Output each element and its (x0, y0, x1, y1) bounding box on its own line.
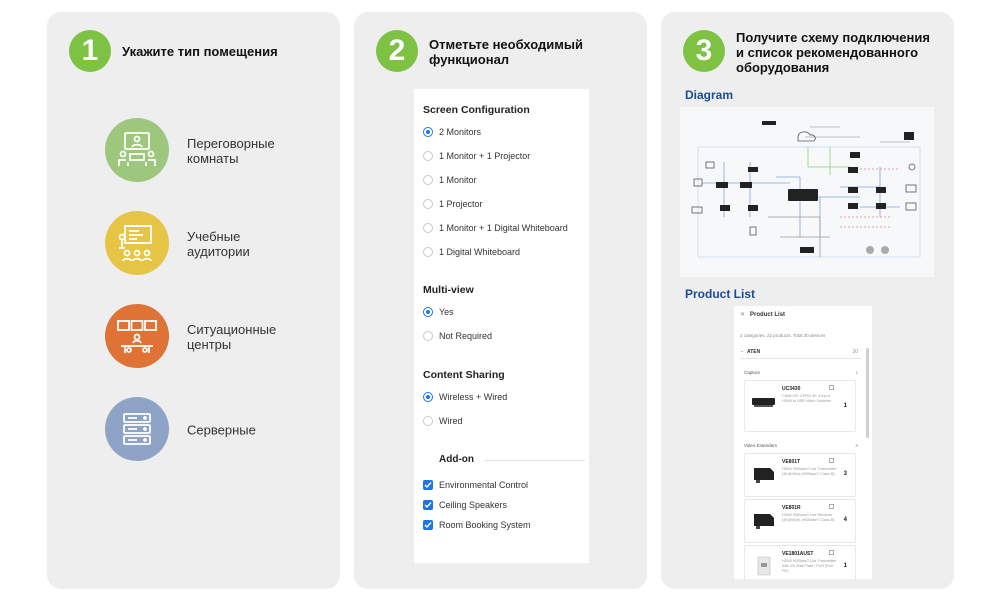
radio-option[interactable] (423, 329, 492, 343)
product-image (750, 554, 777, 578)
radio-button[interactable] (423, 416, 433, 426)
option-label: 1 Digital Whiteboard (439, 247, 521, 257)
option-label: 2 Monitors (439, 127, 482, 137)
product-card[interactable] (744, 453, 856, 497)
option-label: Ceiling Speakers (439, 500, 508, 510)
step2-panel (354, 12, 647, 589)
category-label: Capture (744, 370, 761, 375)
product-code: VE801R (782, 505, 801, 511)
chevron-down-icon[interactable]: ⌄ (740, 348, 745, 354)
product-qty: 4 (843, 517, 847, 523)
step-title-3: Получите схему подключения и список рекомендованного оборудования (736, 30, 930, 75)
brand-name: ATEN (747, 349, 761, 355)
external-link-icon[interactable] (829, 385, 834, 390)
brand-count: 30 (852, 349, 858, 355)
step-number-1: 1 (69, 30, 111, 72)
option-label: Room Booking System (439, 520, 531, 530)
room-situation-center[interactable] (105, 304, 335, 370)
option-label: 1 Monitor + 1 Digital Whiteboard (439, 223, 568, 233)
radio-option[interactable] (423, 125, 481, 139)
product-code: UC3430 (782, 386, 801, 392)
product-qty: 1 (843, 403, 847, 409)
radio-option[interactable] (423, 221, 568, 235)
classroom-icon (105, 211, 169, 275)
category-label: Video Extenders (744, 443, 777, 448)
product-image (750, 462, 777, 486)
scrollbar[interactable] (866, 348, 869, 438)
room-label: Переговорные комнаты (187, 136, 275, 166)
option-label: Wireless + Wired (439, 392, 508, 402)
step-number-3: 3 (683, 30, 725, 72)
diagram-image (680, 107, 934, 277)
radio-button[interactable] (423, 392, 433, 402)
checkbox[interactable] (423, 520, 433, 530)
room-server[interactable] (105, 397, 335, 463)
product-list-header (740, 311, 785, 318)
close-icon[interactable]: ✕ (740, 312, 746, 318)
radio-button[interactable] (423, 127, 433, 137)
product-list-title: Product List (685, 287, 756, 301)
divider (484, 460, 585, 461)
option-label: Wired (439, 416, 463, 426)
radio-button[interactable] (423, 223, 433, 233)
product-image (750, 389, 777, 413)
product-list-header-text: Product List (750, 312, 786, 318)
room-label: Ситуационные центры (187, 322, 277, 352)
connection-diagram[interactable] (680, 107, 934, 277)
step-number-2: 2 (376, 30, 418, 72)
radio-option[interactable] (423, 390, 507, 404)
product-code: VE1801AUST (782, 551, 814, 557)
product-qty: 3 (843, 471, 847, 477)
radio-button[interactable] (423, 307, 433, 317)
room-label: Серверные (187, 422, 256, 438)
external-link-icon[interactable] (829, 458, 834, 463)
product-desc: HDMI HDBaseT-Lite Transmitter with US Wall Plate / PoH (PoH PD) (782, 559, 837, 573)
product-desc: CAMLIVE 4 PRO 4K 4-Input HDMI to USB Video Switcher (782, 394, 832, 403)
product-desc: HDMI HDBaseT-Lite Receiver (4K@40m) (HDBaseT Class B) (782, 513, 835, 522)
section-title-content-sharing: Content Sharing (423, 369, 505, 381)
radio-button[interactable] (423, 151, 433, 161)
step3-panel (661, 12, 954, 589)
option-label: 1 Monitor + 1 Projector (439, 151, 531, 161)
option-label: Not Required (439, 331, 493, 341)
product-list-summary: 2 categories, 22 products, Total 30 devices (740, 333, 826, 338)
option-label: 1 Monitor (439, 175, 477, 185)
category-count: 8 (855, 443, 858, 448)
radio-option[interactable] (423, 197, 483, 211)
product-card[interactable] (744, 380, 856, 432)
brand-group[interactable] (740, 346, 862, 359)
checkbox-option[interactable] (423, 498, 507, 512)
radio-button[interactable] (423, 199, 433, 209)
radio-option[interactable] (423, 245, 520, 259)
radio-button[interactable] (423, 331, 433, 341)
step1-panel (47, 12, 340, 589)
option-label: 1 Projector (439, 199, 483, 209)
product-card[interactable] (744, 499, 856, 543)
situation-center-icon (105, 304, 169, 368)
radio-option[interactable] (423, 149, 530, 163)
external-link-icon[interactable] (829, 550, 834, 555)
checkbox[interactable] (423, 480, 433, 490)
room-label: Учебные аудитории (187, 229, 250, 259)
radio-option[interactable] (423, 414, 463, 428)
product-list-panel[interactable] (734, 306, 872, 579)
section-title-screen-config: Screen Configuration (423, 104, 530, 116)
product-code: VE801T (782, 459, 801, 465)
feature-form (414, 89, 589, 563)
product-desc: HDMI HDBaseT-Lite Transmitter (4K@40m) (HDBaseT Class B) (782, 467, 837, 476)
radio-option[interactable] (423, 305, 454, 319)
meeting-room-icon (105, 118, 169, 182)
section-title-addon: Add-on (439, 454, 474, 465)
external-link-icon[interactable] (829, 504, 834, 509)
step-title-1: Укажите тип помещения (122, 44, 278, 59)
room-meeting[interactable] (105, 118, 335, 184)
server-room-icon (105, 397, 169, 461)
option-label: Environmental Control (439, 480, 529, 490)
category-count: 1 (855, 370, 858, 375)
diagram-title: Diagram (685, 88, 734, 102)
radio-button[interactable] (423, 247, 433, 257)
section-title-multi-view: Multi-view (423, 284, 474, 296)
step-title-2: Отметьте необходимый функционал (429, 37, 583, 67)
product-card[interactable] (744, 545, 856, 579)
radio-button[interactable] (423, 175, 433, 185)
product-image (750, 508, 777, 532)
checkbox-option[interactable] (423, 478, 528, 492)
room-classroom[interactable] (105, 211, 335, 277)
radio-option[interactable] (423, 173, 477, 187)
product-qty: 1 (843, 563, 847, 569)
checkbox[interactable] (423, 500, 433, 510)
option-label: Yes (439, 307, 454, 317)
checkbox-option[interactable] (423, 518, 531, 532)
